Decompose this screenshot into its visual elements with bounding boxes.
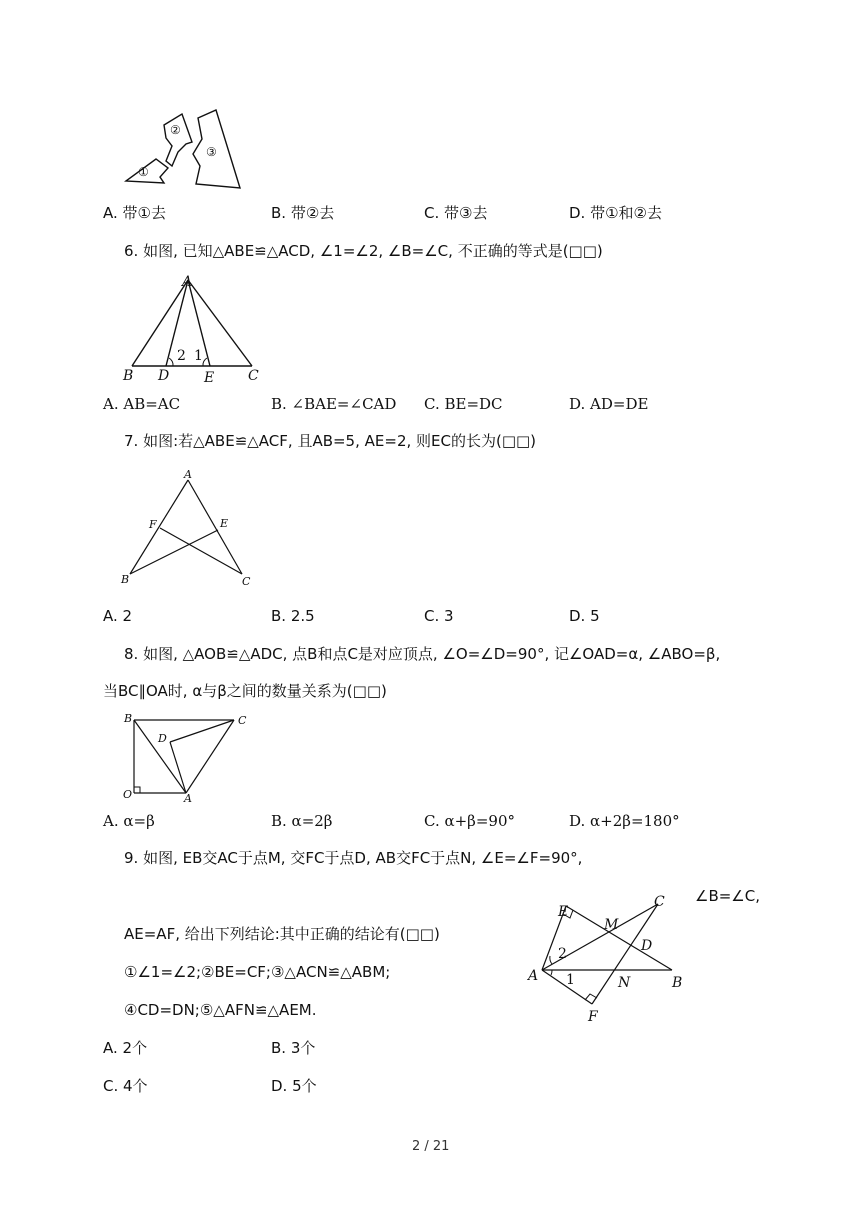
q9-option-a[interactable]: A. 2个 bbox=[103, 1039, 148, 1057]
q6-label-c: C bbox=[248, 368, 259, 384]
q8-label-a: A bbox=[184, 792, 192, 805]
q7-label-c: C bbox=[242, 575, 251, 588]
q6-option-b[interactable]: B. ∠BAE=∠CAD bbox=[271, 395, 397, 413]
q8-label-o: O bbox=[123, 788, 133, 801]
q6-label-e: E bbox=[204, 370, 215, 386]
q7-option-c[interactable]: C. 3 bbox=[424, 607, 454, 625]
q8-figure bbox=[120, 708, 255, 803]
q8-label-c: C bbox=[238, 714, 247, 727]
q9-label-1: 1 bbox=[566, 972, 575, 988]
q6-stem: 6. 如图, 已知△ABE≌△ACD, ∠1=∠2, ∠B=∠C, 不正确的等式是(□□) bbox=[124, 242, 603, 260]
page-number: 2 / 21 bbox=[412, 1139, 450, 1154]
q5-option-c[interactable]: C. 带③去 bbox=[424, 204, 488, 222]
piece-3-label: ③ bbox=[206, 145, 217, 159]
q8-label-b: B bbox=[124, 712, 133, 725]
q9-figure bbox=[522, 890, 692, 1025]
q6-label-a: A bbox=[182, 274, 193, 290]
q9-label-d: D bbox=[641, 938, 653, 954]
q5-option-d[interactable]: D. 带①和②去 bbox=[569, 204, 662, 222]
q9-label-b: B bbox=[672, 975, 683, 991]
q9-label-2: 2 bbox=[558, 946, 567, 962]
q6-label-d: D bbox=[158, 368, 170, 384]
q9-conclusions-line1: ①∠1=∠2;②BE=CF;③△ACN≌△ABM; bbox=[124, 963, 391, 981]
q9-stem-line1: 9. 如图, EB交AC于点M, 交FC于点D, AB交FC于点N, ∠E=∠F=90°, bbox=[124, 849, 583, 867]
q9-label-a: A bbox=[528, 968, 539, 984]
q6-option-a[interactable]: A. AB=AC bbox=[103, 395, 181, 413]
q9-label-m: M bbox=[604, 917, 619, 933]
q5-option-a[interactable]: A. 带①去 bbox=[103, 204, 166, 222]
q8-option-b[interactable]: B. α=2β bbox=[271, 812, 333, 830]
q8-option-c[interactable]: C. α+β=90° bbox=[424, 812, 516, 830]
q8-stem-line2: 当BC∥OA时, α与β之间的数量关系为(□□) bbox=[103, 682, 387, 700]
q6-label-2: 2 bbox=[177, 348, 186, 364]
q8-option-d[interactable]: D. α+2β=180° bbox=[569, 812, 680, 830]
q9-label-n: N bbox=[618, 975, 631, 991]
q6-option-d[interactable]: D. AD=DE bbox=[569, 395, 649, 413]
q5-figure bbox=[120, 108, 250, 193]
q7-label-e: E bbox=[220, 517, 229, 530]
q7-label-f: F bbox=[149, 518, 157, 531]
q6-option-c[interactable]: C. BE=DC bbox=[424, 395, 503, 413]
piece-1-label: ① bbox=[138, 165, 149, 179]
q7-figure bbox=[118, 466, 258, 590]
q7-stem: 7. 如图:若△ABE≌△ACF, 且AB=5, AE=2, 则EC的长为(□□) bbox=[124, 432, 537, 450]
q7-label-b: B bbox=[121, 573, 130, 586]
q9-stem-line2: AE=AF, 给出下列结论:其中正确的结论有(□□) bbox=[124, 925, 440, 943]
q7-label-a: A bbox=[184, 468, 192, 481]
q9-option-d[interactable]: D. 5个 bbox=[271, 1077, 317, 1095]
q9-option-b[interactable]: B. 3个 bbox=[271, 1039, 316, 1057]
q9-conclusions-line2: ④CD=DN;⑤△AFN≌△AEM. bbox=[124, 1001, 317, 1019]
q9-option-c[interactable]: C. 4个 bbox=[103, 1077, 148, 1095]
q7-option-b[interactable]: B. 2.5 bbox=[271, 607, 315, 625]
q7-option-a[interactable]: A. 2 bbox=[103, 607, 133, 625]
q6-label-b: B bbox=[123, 368, 134, 384]
q8-stem-line1: 8. 如图, △AOB≌△ADC, 点B和点C是对应顶点, ∠O=∠D=90°, 记∠OAD=α, ∠ABO=β, bbox=[124, 645, 721, 663]
q9-label-f: F bbox=[588, 1009, 598, 1025]
q9-stem-tail: ∠B=∠C, bbox=[695, 887, 760, 905]
q9-label-c: C bbox=[654, 894, 665, 910]
q8-label-d: D bbox=[158, 732, 167, 745]
q7-option-d[interactable]: D. 5 bbox=[569, 607, 600, 625]
piece-2-label: ② bbox=[170, 123, 181, 137]
q8-option-a[interactable]: A. α=β bbox=[103, 812, 155, 830]
q6-label-1: 1 bbox=[194, 348, 203, 364]
q5-option-b[interactable]: B. 带②去 bbox=[271, 204, 335, 222]
q9-label-e: E bbox=[558, 904, 569, 920]
q6-figure bbox=[118, 272, 268, 384]
